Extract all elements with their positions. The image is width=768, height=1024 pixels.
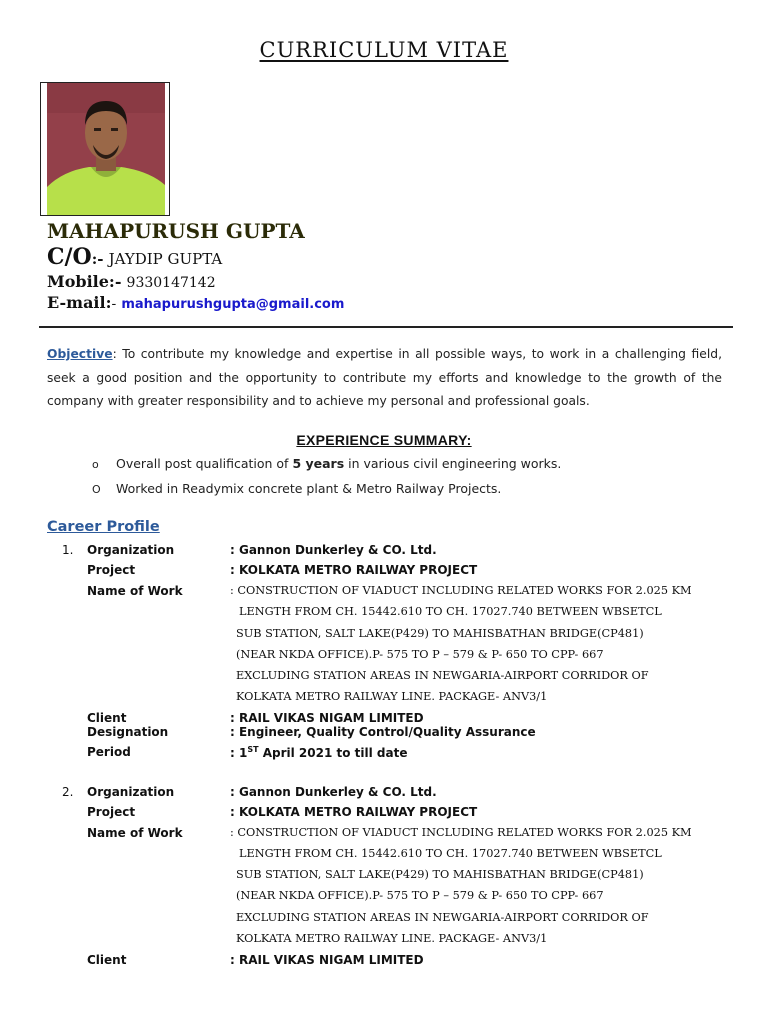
experience-item [92,481,501,496]
work-description-line: : CONSTRUCTION OF VIADUCT INCLUDING RELATED WORKS FOR 2.025 KM [230,584,692,597]
organization-label: Organization [87,785,175,799]
mobile-value: 9330147142 [126,275,216,291]
email-line [47,293,344,315]
work-description-line: EXCLUDING STATION AREAS IN NEWGARIA-AIRPORT CORRIDOR OF [236,911,649,924]
document-title: CURRICULUM VITAE [259,38,509,62]
work-description-line: : CONSTRUCTION OF VIADUCT INCLUDING RELATED WORKS FOR 2.025 KM [230,826,692,839]
care-of-separator: :- [91,250,104,268]
experience-item [92,456,561,471]
work-description-line: SUB STATION, SALT LAKE(P429) TO MAHISBATHAN BRIDGE(CP481) [236,868,644,881]
objective-text: : To contribute my knowledge and expertise in all possible ways, to work in a challenging field, seek a good position and the opportunity to contribute my efforts and knowledge to the growth of the company with greater responsibility and to achieve my personal and professional goals. [47,347,722,408]
experience-item-text-post: in various civil engineering works. [344,456,562,471]
work-description-line: EXCLUDING STATION AREAS IN NEWGARIA-AIRPORT CORRIDOR OF [236,669,649,682]
bullet-icon: O [92,483,101,496]
work-description-line: KOLKATA METRO RAILWAY LINE. PACKAGE- ANV3/1 [236,690,548,703]
work-description-line: SUB STATION, SALT LAKE(P429) TO MAHISBATHAN BRIDGE(CP481) [236,627,644,640]
candidate-name: MAHAPURUSH GUPTA [47,219,305,243]
experience-summary-heading: EXPERIENCE SUMMARY: [296,432,472,448]
experience-item-text: Worked in Readymix concrete plant & Metro Railway Projects. [116,481,502,496]
period-ordinal: ST [247,745,259,754]
client-label: Client [87,953,127,967]
work-description-line: (NEAR NKDA OFFICE).P- 575 TO P – 579 & P- 650 TO CPP- 667 [236,889,604,902]
email-label: E-mail: [47,293,112,312]
header-divider [39,326,733,328]
profile-photo [40,82,170,216]
bullet-icon: o [92,458,99,471]
period-text-pre: : 1 [230,746,248,760]
organization-label: Organization [87,543,175,557]
organization-value: : Gannon Dunkerley & CO. Ltd. [230,543,437,557]
profile-photo-image [41,83,170,216]
experience-years: 5 years [292,456,345,471]
name-of-work-label: Name of Work [87,826,183,840]
objective-paragraph [47,343,722,414]
work-description-line: KOLKATA METRO RAILWAY LINE. PACKAGE- ANV3/1 [236,932,548,945]
work-description-line: LENGTH FROM CH. 15442.610 TO CH. 17027.740 BETWEEN WBSETCL [239,605,662,618]
client-value: : RAIL VIKAS NIGAM LIMITED [230,953,424,967]
organization-value: : Gannon Dunkerley & CO. Ltd. [230,785,437,799]
project-label: Project [87,805,136,819]
care-of-value: JAYDIP GUPTA [108,250,223,268]
entry-number: 1. [62,543,74,557]
work-description-line: LENGTH FROM CH. 15442.610 TO CH. 17027.740 BETWEEN WBSETCL [239,847,662,860]
career-profile-heading: Career Profile [47,519,160,535]
objective-label: Objective [47,347,113,361]
work-description-line: (NEAR NKDA OFFICE).P- 575 TO P – 579 & P- 650 TO CPP- 667 [236,648,604,661]
contact-header [47,218,344,315]
project-value: : KOLKATA METRO RAILWAY PROJECT [230,805,478,819]
period-text-post: April 2021 to till date [258,746,408,760]
client-value: : RAIL VIKAS NIGAM LIMITED [230,711,424,725]
care-of-label: C/O [47,244,92,270]
designation-label: Designation [87,725,169,739]
email-separator: - [111,296,117,312]
mobile-label: Mobile:- [47,272,122,291]
project-value: : KOLKATA METRO RAILWAY PROJECT [230,563,478,577]
email-link[interactable]: mahapurushgupta@gmail.com [121,297,345,312]
period-label: Period [87,745,131,759]
experience-item-text-pre: Overall post qualification of [116,456,293,471]
designation-value: : Engineer, Quality Control/Quality Assurance [230,725,536,739]
entry-number: 2. [62,785,74,799]
care-of-line [47,244,344,272]
mobile-line [47,272,344,293]
project-label: Project [87,563,136,577]
period-value [230,745,407,760]
name-of-work-label: Name of Work [87,584,183,598]
client-label: Client [87,711,127,725]
